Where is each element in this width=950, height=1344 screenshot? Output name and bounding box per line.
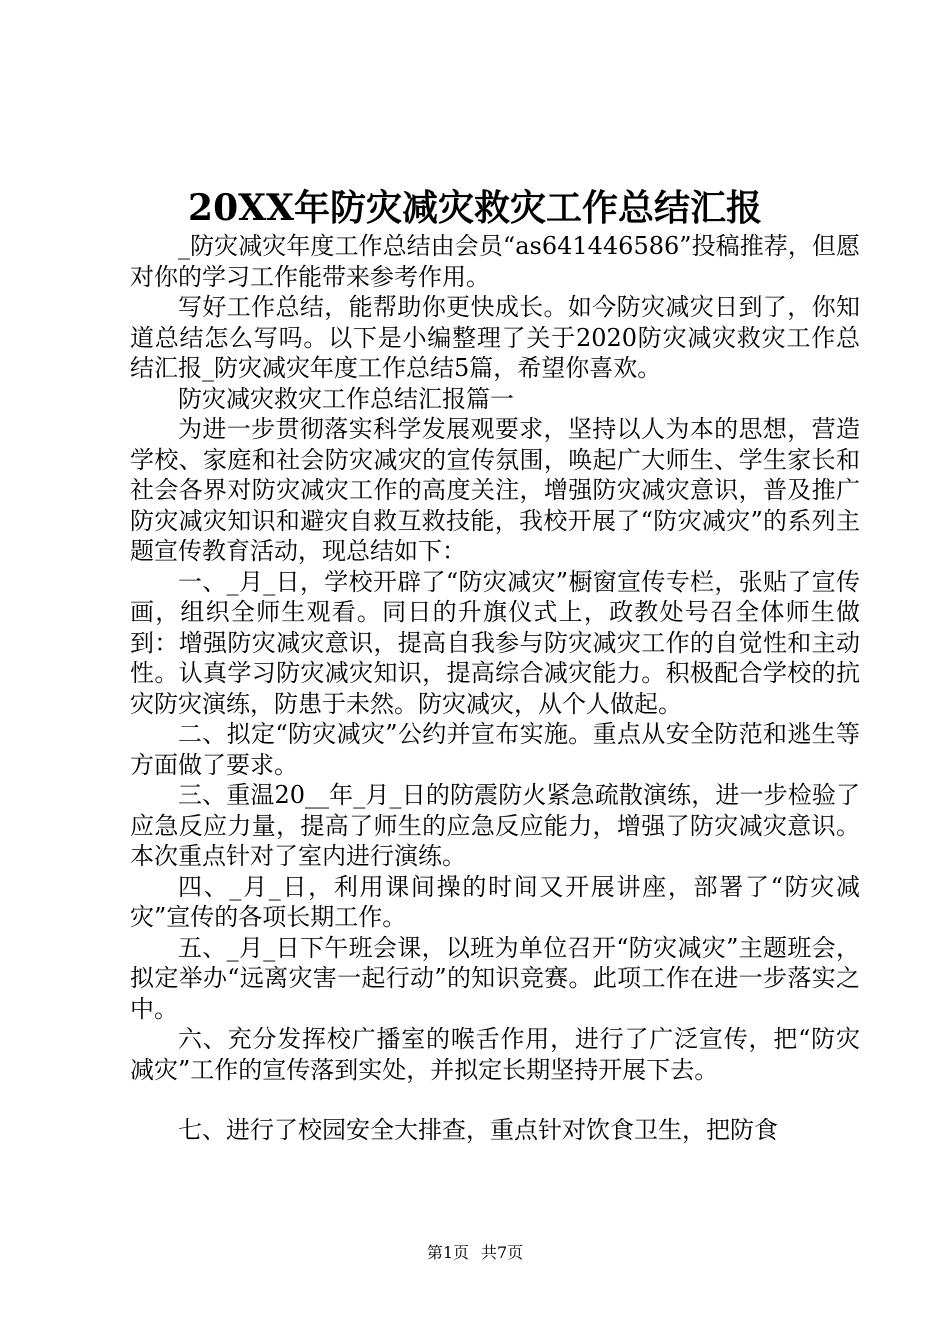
- paragraph-preface: 写好工作总结，能帮助你更快成长。如今防灾减灾日到了，你知道总结怎么写吗。以下是小编整理了关于2020防灾减灾救灾工作总结汇报_防灾减灾年度工作总结5篇，希望你喜欢。: [130, 293, 860, 382]
- paragraph-item-7: 七、进行了校园安全大排查，重点针对饮食卫生，把防食: [178, 1116, 778, 1144]
- page-footer: [0, 1243, 950, 1263]
- document-body: [130, 231, 860, 1146]
- paragraph-item-1: 一、_月_日，学校开辟了“防灾减灾”橱窗宣传专栏，张贴了宣传画，组织全师生观看。同日的升旗仪式上，政教处号召全体师生做到：增强防灾减灾意识，提高自我参与防灾减灾工作的自觉性和主动性。认真学习防灾减灾知识，提高综合减灾能力。积极配合学校的抗灾防灾演练，防患于未然。防灾减灾，从个人做起。: [130, 567, 860, 718]
- paragraph-item-6: 六、充分发挥校广播室的喉舌作用，进行了广泛宣传，把“防灾减灾”工作的宣传落到实处，并拟定长期坚持开展下去。: [130, 1025, 860, 1084]
- page-total: 共7页: [481, 1243, 524, 1262]
- document-title: 20XX年防灾减灾救灾工作总结汇报: [188, 187, 762, 229]
- page-number: 第1页: [426, 1243, 469, 1262]
- paragraph-overview: 为进一步贯彻落实科学发展观要求，坚持以人为本的思想，营造学校、家庭和社会防灾减灾的宣传氛围，唤起广大师生、学生家长和社会各界对防灾减灾工作的高度关注，增强防灾减灾意识，普及推广防灾减灾知识和避灾自救互救技能，我校开展了“防灾减灾”的系列主题宣传教育活动，现总结如下：: [130, 415, 860, 565]
- paragraph-intro: _防灾减灾年度工作总结由会员“as641446586”投稿推荐，但愿对你的学习工作能带来参考作用。: [130, 232, 860, 291]
- paragraph-item-2: 二、拟定“防灾减灾”公约并宣布实施。重点从安全防范和逃生等方面做了要求。: [130, 720, 860, 779]
- section-heading: 防灾减灾救灾工作总结汇报篇一: [178, 384, 514, 413]
- paragraph-item-4: 四、_月_日，利用课间操的时间又开展讲座，部署了“防灾减灾”宣传的各项长期工作。: [130, 872, 860, 931]
- paragraph-item-5: 五、_月_日下午班会课，以班为单位召开“防灾减灾”主题班会，拟定举办“远离灾害一起行动”的知识竞赛。此项工作在进一步落实之中。: [130, 933, 860, 1023]
- paragraph-item-3: 三、重温20__年_月_日的防震防火紧急疏散演练，进一步检验了应急反应力量，提高了师生的应急反应能力，增强了防灾减灾意识。本次重点针对了室内进行演练。: [130, 781, 860, 870]
